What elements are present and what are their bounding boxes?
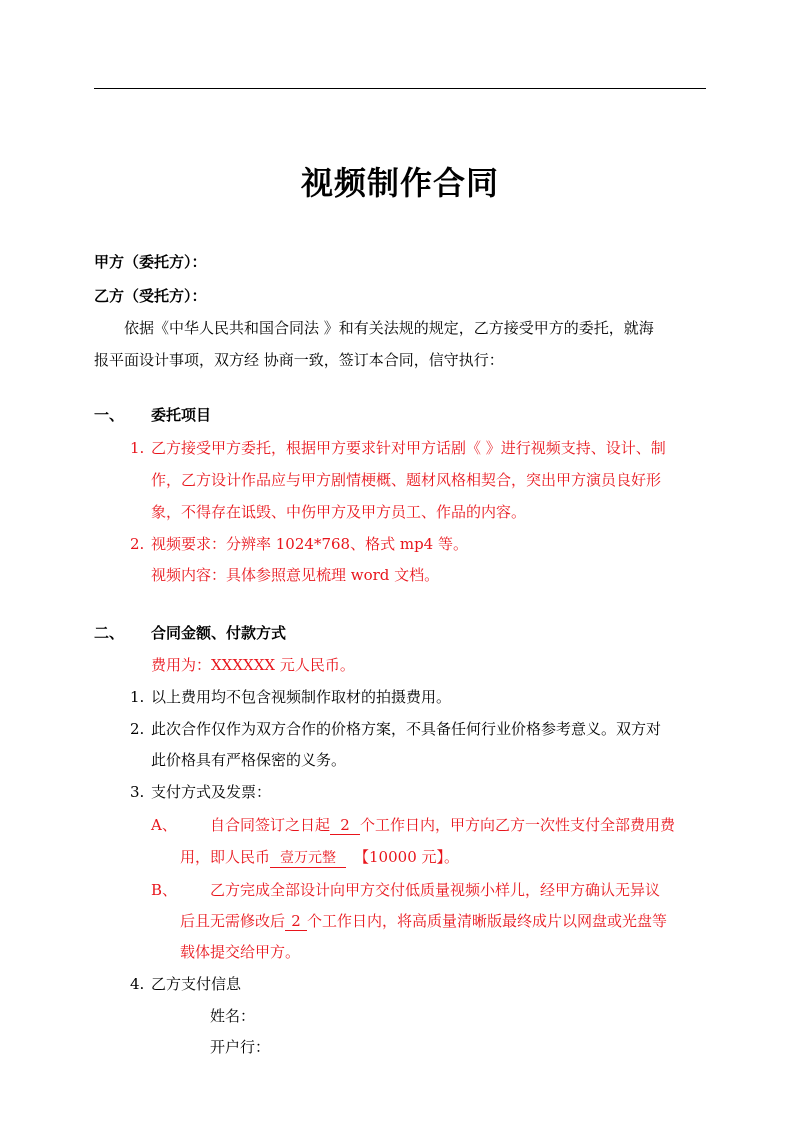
payment-option-a-label: A、	[151, 816, 177, 834]
section-1-item-1-line-3: 象，不得存在诋毁、中伤甲方及甲方员工、作品的内容。	[151, 503, 527, 521]
payee-bank-label: 开户行：	[210, 1038, 271, 1056]
intro-paragraph-line-1: 依据《中华人民共和国合同法 》和有关法规的规定，乙方接受甲方的委托，就海	[124, 319, 654, 337]
section-1-item-1-number: 1.	[130, 439, 145, 457]
payment-option-b-line-2-suffix: 个工作日内，将高质量清晰版最终成片以网盘或光盘等	[307, 912, 668, 930]
section-2-heading: 合同金额、付款方式	[151, 624, 287, 642]
section-1-number: 一、	[94, 406, 125, 424]
section-2-item-4-text: 乙方支付信息	[151, 975, 242, 993]
section-1-item-2-line-2: 视频内容：具体参照意见梳理 word 文档。	[151, 566, 440, 584]
payment-option-b-label: B、	[151, 881, 178, 899]
payment-option-b-days: 2	[285, 912, 307, 931]
section-2-item-2-line-2: 此价格具有严格保密的义务。	[151, 751, 347, 769]
payment-option-a-line-1-prefix: 自合同签订之日起	[210, 816, 331, 834]
payment-option-a-line-2	[180, 847, 459, 868]
party-b-label: 乙方（受托方）：	[94, 287, 207, 305]
payment-option-a-line-2-prefix: 用，即人民币	[180, 848, 271, 866]
header-rule	[94, 88, 706, 89]
section-2-item-1-text: 以上费用均不包含视频制作取材的拍摄费用。	[151, 688, 452, 706]
payee-name-label: 姓名：	[210, 1007, 256, 1025]
section-1-item-1-line-1: 乙方接受甲方委托，根据甲方要求针对甲方话剧《 》进行视频支持、设计、制	[151, 439, 666, 457]
payment-option-b-line-2	[180, 911, 667, 931]
section-2-item-4-number: 4.	[130, 975, 145, 993]
payment-option-b-line-2-prefix: 后且无需修改后	[180, 912, 286, 930]
section-1-heading: 委托项目	[151, 406, 212, 424]
payment-option-a-amount: 壹万元整	[270, 849, 346, 868]
section-2-item-2-number: 2.	[130, 720, 145, 738]
section-2-item-3-number: 3.	[130, 783, 145, 801]
party-a-label: 甲方（委托方）：	[94, 253, 207, 271]
section-1-item-1-line-2: 作，乙方设计作品应与甲方剧情梗概、题材风格相契合，突出甲方演员良好形	[151, 471, 662, 489]
section-2-number: 二、	[94, 624, 125, 642]
section-2-item-2-line-1: 此次合作仅作为双方合作的价格方案，不具备任何行业价格参考意义。双方对	[151, 720, 662, 738]
payment-option-b-line-1: 乙方完成全部设计向甲方交付低质量视频小样儿，经甲方确认无异议	[210, 881, 661, 899]
payment-option-a-days: 2	[330, 816, 360, 835]
section-2-item-3-text: 支付方式及发票：	[151, 783, 272, 801]
section-2-item-1-number: 1.	[130, 688, 145, 706]
fee-statement: 费用为：XXXXXX 元人民币。	[151, 656, 355, 674]
payment-option-a-line-2-suffix: 【10000 元】。	[354, 848, 460, 866]
payment-option-a-line-1-suffix: 个工作日内，甲方向乙方一次性支付全部费用费	[360, 816, 676, 834]
section-1-item-2-line-1: 视频要求：分辨率 1024*768、格式 mp4 等。	[151, 535, 468, 553]
payment-option-a-line-1	[210, 815, 675, 835]
intro-paragraph-line-2: 报平面设计事项，双方经 协商一致，签订本合同，信守执行：	[94, 351, 504, 369]
section-1-item-2-number: 2.	[130, 535, 145, 553]
document-title: 视频制作合同	[300, 164, 499, 202]
payment-option-b-line-3: 载体提交给甲方。	[180, 943, 301, 961]
